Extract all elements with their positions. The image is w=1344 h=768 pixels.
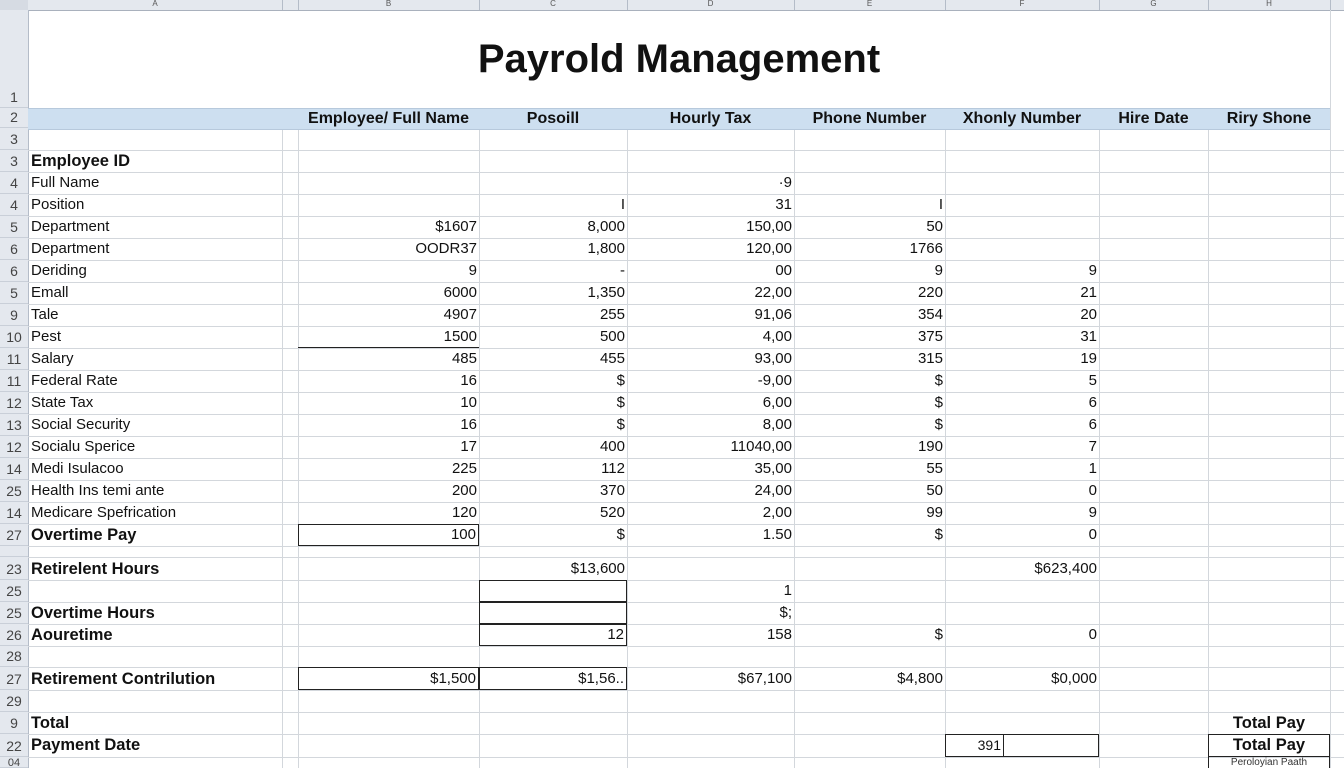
cell-value[interactable] xyxy=(1099,172,1208,194)
row-number[interactable]: 3 xyxy=(0,128,28,150)
label-retirement-hours[interactable]: Retirelent Hours xyxy=(31,560,160,578)
row-number[interactable]: 11 xyxy=(0,348,28,370)
cell-value[interactable] xyxy=(1099,370,1208,392)
row-number[interactable]: 29 xyxy=(0,690,28,712)
row-number[interactable]: 14 xyxy=(0,502,28,524)
label-total[interactable]: Total xyxy=(31,714,70,732)
cell-value[interactable]: $1,56.. xyxy=(479,667,627,690)
label-payment-date[interactable]: Payment Date xyxy=(31,736,141,754)
cell-value[interactable]: 17 xyxy=(460,438,477,455)
cell-value[interactable] xyxy=(1099,348,1208,370)
cell-value[interactable]: OODR37 xyxy=(415,240,477,257)
cell-value[interactable]: 21 xyxy=(1080,284,1097,301)
cell-value[interactable]: $623,400 xyxy=(1034,560,1097,577)
gridline xyxy=(1330,10,1331,768)
column-header-d[interactable]: D xyxy=(627,0,795,10)
cell-value[interactable]: 400 xyxy=(599,438,625,455)
cell-value[interactable]: 6,00 xyxy=(762,394,792,411)
sheet-title[interactable]: Payrold Management xyxy=(477,36,881,81)
row-label[interactable]: Pest xyxy=(31,328,62,345)
cell-value[interactable]: 9 xyxy=(934,262,943,279)
cell-value[interactable]: 8,00 xyxy=(762,416,792,433)
row-label[interactable]: Employee ID xyxy=(31,152,131,170)
cell-value[interactable]: 158 xyxy=(766,626,792,643)
row-number[interactable]: 26 xyxy=(0,624,28,646)
cell-value[interactable]: 190 xyxy=(917,438,943,455)
cell-value[interactable] xyxy=(1099,150,1208,172)
row-number[interactable]: 25 xyxy=(0,602,28,624)
cell-value[interactable]: 255 xyxy=(599,306,625,323)
header-hourly-tax[interactable]: Hourly Tax xyxy=(669,110,752,127)
payment-date-value[interactable]: 391 xyxy=(945,734,1004,757)
column-header-c[interactable]: C xyxy=(479,0,628,10)
row-number[interactable] xyxy=(0,546,28,557)
row-label[interactable]: Full Name xyxy=(31,174,100,191)
gridline xyxy=(1208,108,1209,768)
cell-value[interactable]: I xyxy=(620,196,625,213)
cell-value[interactable]: 485 xyxy=(451,350,477,367)
cell-value[interactable] xyxy=(1099,216,1208,238)
cell-value[interactable]: 520 xyxy=(599,504,625,521)
cell-value[interactable]: 35,00 xyxy=(754,460,792,477)
row-number[interactable]: 2 xyxy=(0,108,28,128)
header-phone-number[interactable]: Phone Number xyxy=(812,110,927,127)
cell-value[interactable]: 6 xyxy=(1088,416,1097,433)
row-number[interactable]: 9 xyxy=(0,304,28,326)
cell-value[interactable]: I xyxy=(938,196,943,213)
row-label[interactable]: Salary xyxy=(31,350,74,367)
cell-value[interactable]: 5 xyxy=(1088,372,1097,389)
cell-value[interactable]: 1766 xyxy=(909,240,943,257)
cell-value[interactable]: 22,00 xyxy=(754,284,792,301)
cell-value[interactable]: $0,000 xyxy=(1051,670,1097,687)
row-label[interactable]: Federal Rate xyxy=(31,372,118,389)
row-label[interactable]: Medicare Spefrication xyxy=(31,504,177,521)
cell-value[interactable]: 24,00 xyxy=(754,482,792,499)
cell-value[interactable]: 220 xyxy=(917,284,943,301)
cell-value[interactable]: 7 xyxy=(1088,438,1097,455)
cell-value[interactable] xyxy=(1099,458,1208,480)
cell-value[interactable]: $; xyxy=(779,604,792,621)
column-header-g[interactable]: G xyxy=(1099,0,1209,10)
cell-value[interactable] xyxy=(794,150,945,172)
cell-value[interactable] xyxy=(1099,436,1208,458)
cell-value[interactable]: 99 xyxy=(926,504,943,521)
cell-value[interactable]: ·9 xyxy=(778,174,792,191)
row-number[interactable]: 10 xyxy=(0,326,28,348)
cell-value[interactable] xyxy=(945,172,1099,194)
cell-value[interactable] xyxy=(945,150,1099,172)
row-number-gutter xyxy=(0,10,29,768)
column-header-narrow[interactable] xyxy=(282,0,299,10)
cell-value[interactable]: 112 xyxy=(601,460,625,477)
gridline xyxy=(282,108,283,768)
cell-value[interactable]: 31 xyxy=(1080,328,1097,345)
column-header-h[interactable]: H xyxy=(1208,0,1331,10)
cell-value[interactable]: 500 xyxy=(599,328,625,345)
row-number[interactable]: 9 xyxy=(0,712,28,734)
cell-value[interactable]: $ xyxy=(616,526,625,543)
row-number[interactable]: 28 xyxy=(0,646,28,667)
row-number[interactable]: 1 xyxy=(0,10,28,108)
cell-value[interactable]: 1,350 xyxy=(587,284,625,301)
cell-value[interactable]: 50 xyxy=(926,482,943,499)
cell-value[interactable]: 19 xyxy=(1080,350,1097,367)
cell-value[interactable] xyxy=(1099,238,1208,260)
cell-value[interactable] xyxy=(479,150,627,172)
cell-value[interactable]: 375 xyxy=(917,328,943,345)
total-pay-box[interactable]: Total Pay xyxy=(1208,734,1330,757)
row-number[interactable]: 11 xyxy=(0,370,28,392)
header-hire-date[interactable]: Hire Date xyxy=(1118,110,1189,127)
row-label[interactable]: Department xyxy=(31,218,110,235)
column-header-f[interactable]: F xyxy=(945,0,1100,10)
row-number[interactable]: 13 xyxy=(0,414,28,436)
cell-value[interactable]: $13,600 xyxy=(570,560,625,577)
cell-value[interactable]: 4907 xyxy=(443,306,477,323)
cell-value[interactable]: $ xyxy=(616,372,625,389)
cell-value[interactable]: 200 xyxy=(451,482,477,499)
row-number[interactable]: 22 xyxy=(0,734,28,757)
cell-value[interactable]: 370 xyxy=(599,482,625,499)
cell-value[interactable]: 354 xyxy=(917,306,943,323)
cell-value[interactable] xyxy=(479,172,627,194)
cell-value[interactable]: 9 xyxy=(1088,262,1097,279)
row-number[interactable]: 5 xyxy=(0,282,28,304)
cell-value[interactable] xyxy=(1099,282,1208,304)
row-label[interactable]: Emall xyxy=(31,284,69,301)
cell-value[interactable]: Peroloyian Paath xyxy=(1208,757,1330,768)
cell-value[interactable]: 315 xyxy=(917,350,943,367)
row-number[interactable]: 14 xyxy=(0,458,28,480)
cell-value[interactable]: 91,06 xyxy=(754,306,792,323)
cell-value[interactable]: 6 xyxy=(1088,394,1097,411)
cell-value[interactable]: 20 xyxy=(1080,306,1097,323)
cell-value[interactable]: 120 xyxy=(451,504,477,521)
row-number[interactable]: 6 xyxy=(0,260,28,282)
cell-value[interactable]: 10 xyxy=(460,394,477,411)
row-number[interactable]: 6 xyxy=(0,238,28,260)
row-label[interactable]: Socialu Sperice xyxy=(31,438,136,455)
total-pay-label[interactable]: Total Pay xyxy=(1232,714,1306,732)
cell-value[interactable]: 100 xyxy=(298,524,479,546)
header-position[interactable]: Posoill xyxy=(526,110,580,127)
cell-value[interactable]: 9 xyxy=(468,262,477,279)
cell-value[interactable]: 9 xyxy=(1088,504,1097,521)
cell-value[interactable] xyxy=(1099,326,1208,348)
cell-value[interactable]: $ xyxy=(934,416,943,433)
row-label[interactable]: Medi Isulacoo xyxy=(31,460,124,477)
column-header-e[interactable]: E xyxy=(794,0,946,10)
cell-value[interactable]: 225 xyxy=(451,460,477,477)
row-label[interactable]: Health Ins temi ante xyxy=(31,482,165,499)
cell-value[interactable]: $ xyxy=(616,394,625,411)
row-number[interactable]: 12 xyxy=(0,392,28,414)
cell-value[interactable]: $ xyxy=(616,416,625,433)
cell-value[interactable]: 50 xyxy=(926,218,943,235)
label-overtime-hours[interactable]: Overtime Hours xyxy=(31,604,155,622)
cell-value[interactable] xyxy=(1099,480,1208,502)
cell-value[interactable]: 00 xyxy=(775,262,792,279)
bordered-cell[interactable] xyxy=(1003,734,1099,757)
cell-value[interactable]: 0 xyxy=(1088,626,1097,643)
cell-value[interactable] xyxy=(945,194,1099,216)
row-number[interactable]: 4 xyxy=(0,194,28,216)
row-number[interactable]: 25 xyxy=(0,580,28,602)
cell-value[interactable]: 8,000 xyxy=(587,218,625,235)
cell-value[interactable] xyxy=(298,194,479,216)
header-riry-shone[interactable]: Riry Shone xyxy=(1226,110,1312,127)
cell-value[interactable] xyxy=(945,216,1099,238)
cell-value[interactable] xyxy=(1099,392,1208,414)
cell-value[interactable]: 1 xyxy=(1088,460,1097,477)
cell-value[interactable]: 11040,00 xyxy=(730,438,792,455)
column-header-a[interactable]: A xyxy=(28,0,283,10)
cell-value[interactable] xyxy=(1099,502,1208,524)
row-number[interactable]: 5 xyxy=(0,216,28,238)
cell-value[interactable]: 1 xyxy=(783,582,792,599)
cell-value[interactable]: $ xyxy=(934,626,943,643)
bordered-cell[interactable] xyxy=(479,580,627,602)
cell-value[interactable]: 31 xyxy=(775,196,792,213)
cell-value[interactable]: - xyxy=(620,262,625,279)
cell-value[interactable]: 6000 xyxy=(443,284,477,301)
cell-value[interactable] xyxy=(794,172,945,194)
row-number[interactable]: 4 xyxy=(0,172,28,194)
cell-value[interactable] xyxy=(627,150,794,172)
cell-value[interactable]: 16 xyxy=(460,372,477,389)
cell-value[interactable] xyxy=(945,238,1099,260)
cell-value[interactable]: $67,100 xyxy=(737,670,792,687)
cell-value[interactable]: -9,00 xyxy=(757,372,792,389)
cell-value[interactable]: $1,500 xyxy=(298,667,479,690)
row-number[interactable]: 25 xyxy=(0,480,28,502)
cell-value[interactable]: 0 xyxy=(1088,526,1097,543)
spreadsheet-grid[interactable] xyxy=(28,10,1344,768)
label-auretime[interactable]: Aouretime xyxy=(31,626,113,644)
row-label[interactable]: Tale xyxy=(31,306,59,323)
cell-value[interactable] xyxy=(1099,260,1208,282)
cell-value[interactable]: $ xyxy=(934,394,943,411)
cell-value[interactable]: 0 xyxy=(1088,482,1097,499)
cell-value[interactable]: 2,00 xyxy=(762,504,792,521)
row-label[interactable]: Deriding xyxy=(31,262,87,279)
row-number[interactable]: 27 xyxy=(0,524,28,546)
row-number[interactable]: 3 xyxy=(0,150,28,172)
cell-value[interactable] xyxy=(1099,304,1208,326)
cell-value[interactable] xyxy=(1099,194,1208,216)
cell-value[interactable]: 4,00 xyxy=(762,328,792,345)
column-header-b[interactable]: B xyxy=(298,0,480,10)
row-number[interactable]: 27 xyxy=(0,667,28,690)
cell-value[interactable]: 1.50 xyxy=(762,526,792,543)
row-label[interactable]: State Tax xyxy=(31,394,94,411)
cell-value[interactable]: 93,00 xyxy=(754,350,792,367)
cell-value[interactable] xyxy=(1099,524,1208,546)
row-label[interactable]: Overtime Pay xyxy=(31,526,137,544)
cell-value[interactable]: 55 xyxy=(926,460,943,477)
cell-value[interactable]: 16 xyxy=(460,416,477,433)
cell-value[interactable]: $ xyxy=(934,526,943,543)
cell-value[interactable]: 120,00 xyxy=(746,240,792,257)
cell-value[interactable]: 455 xyxy=(599,350,625,367)
cell-value[interactable]: 1500 xyxy=(298,326,479,348)
row-label[interactable]: Department xyxy=(31,240,110,257)
row-number[interactable]: 12 xyxy=(0,436,28,458)
bordered-cell[interactable] xyxy=(479,602,627,624)
row-label[interactable]: Position xyxy=(31,196,85,213)
header-xhonly-number[interactable]: Xhonly Number xyxy=(962,110,1082,127)
cell-value[interactable]: $ xyxy=(934,372,943,389)
row-label[interactable]: Social Security xyxy=(31,416,131,433)
cell-value[interactable]: 1,800 xyxy=(587,240,625,257)
cell-value[interactable]: 150,00 xyxy=(746,218,792,235)
cell-value[interactable] xyxy=(1099,414,1208,436)
row-number[interactable]: 23 xyxy=(0,557,28,580)
header-employee-full-name[interactable]: Employee/ Full Name xyxy=(308,110,469,127)
row-number[interactable]: 04 xyxy=(0,757,28,768)
cell-value[interactable] xyxy=(298,150,479,172)
cell-value[interactable]: $1607 xyxy=(435,218,477,235)
cell-value[interactable]: $4,800 xyxy=(897,670,943,687)
select-all-corner[interactable] xyxy=(0,0,28,10)
label-retirement-contribution[interactable]: Retirement Contrilution xyxy=(31,670,216,688)
cell-value[interactable]: 12 xyxy=(479,624,627,646)
cell-value[interactable] xyxy=(298,172,479,194)
